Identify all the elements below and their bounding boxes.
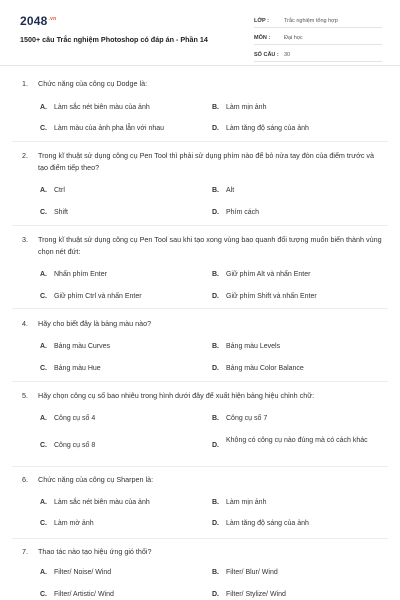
question-divider — [12, 466, 388, 467]
option-text: Ctrl — [54, 187, 65, 194]
question-divider — [12, 381, 388, 382]
answer-option[interactable] — [40, 270, 204, 280]
answer-option[interactable] — [212, 498, 376, 508]
option-letter: A. — [40, 104, 47, 111]
question-body: Hãy chọn công cụ số bao nhiêu trong hình dưới đây để xuất hiện bảng hiệu chỉnh chữ: — [38, 391, 315, 400]
option-letter: C. — [40, 125, 47, 132]
option-text: Làm sắc nét biên màu của ảnh — [54, 499, 150, 506]
question-text — [22, 546, 382, 558]
option-text: Filter/ Blur/ Wind — [226, 569, 278, 576]
question-number: 6. — [22, 475, 28, 484]
option-letter: B. — [212, 499, 219, 506]
answer-option[interactable] — [40, 590, 204, 600]
option-text: Làm sắc nét biên màu của ảnh — [54, 104, 150, 111]
option-letter: C. — [40, 591, 47, 598]
option-text: Filter/ Stylize/ Wind — [226, 591, 286, 598]
question-text — [22, 474, 382, 486]
option-text: Không có công cụ nào đúng mà có cách khác — [226, 437, 368, 444]
option-letter: D. — [212, 591, 219, 598]
option-letter: B. — [212, 104, 219, 111]
question-body: Trong kĩ thuật sử dụng công cụ Pen Tool thì phải sử dụng phím nào để bỏ nửa tay đòn của điểm trước và tạo điểm tiếp theo? — [38, 151, 375, 172]
question-body: Hãy cho biết đây là bảng màu nào? — [38, 319, 152, 328]
option-letter: D. — [212, 125, 219, 132]
answer-option[interactable] — [40, 441, 204, 451]
option-letter: C. — [40, 365, 47, 372]
answer-option[interactable] — [40, 498, 204, 508]
option-letter: B. — [212, 569, 219, 576]
answer-option[interactable] — [212, 590, 376, 600]
question-body: Trong kĩ thuật sử dụng công cụ Pen Tool sau khi tạo xong vùng bao quanh đối tượng muốn biến thành vùng chọn nét đứt: — [38, 235, 382, 256]
question-number: 3. — [22, 235, 28, 244]
meta-subject-value: Đại học — [284, 34, 303, 41]
option-text: Giữ phím Ctrl và nhấn Enter — [54, 293, 142, 300]
question-body: Thao tác nào tạo hiệu ứng gió thổi? — [38, 547, 152, 556]
option-text: Bảng màu Color Balance — [226, 365, 304, 372]
question-divider — [12, 308, 388, 309]
page-header — [0, 0, 400, 66]
meta-class-label: LỚP : — [254, 17, 269, 24]
option-text: Công cụ số 8 — [54, 442, 96, 449]
question-body: Chức năng của công cụ Sharpen là: — [38, 475, 154, 484]
question-number: 1. — [22, 79, 28, 88]
meta-count-row — [254, 48, 382, 62]
answer-option[interactable] — [40, 342, 204, 352]
question-body: Chức năng của công cụ Dodge là: — [38, 79, 148, 88]
option-text: Công cụ số 4 — [54, 415, 96, 422]
answer-option[interactable] — [212, 124, 376, 134]
option-text: Công cụ số 7 — [226, 415, 268, 422]
option-letter: C. — [40, 520, 47, 527]
option-text: Bảng màu Hue — [54, 365, 101, 372]
answer-option[interactable] — [212, 436, 386, 451]
meta-subject-label: MÔN : — [254, 34, 271, 41]
option-text: Giữ phím Alt và nhấn Enter — [226, 271, 311, 278]
option-text: Filter/ Artistic/ Wind — [54, 591, 114, 598]
answer-option[interactable] — [40, 364, 204, 374]
question-text — [22, 150, 382, 174]
option-letter: C. — [40, 293, 47, 300]
option-letter: C. — [40, 442, 47, 449]
answer-option[interactable] — [212, 519, 376, 529]
option-text: Làm màu của ảnh pha lẫn với nhau — [54, 125, 165, 132]
question-text — [22, 78, 382, 90]
option-letter: D. — [212, 520, 219, 527]
option-letter: A. — [40, 343, 47, 350]
option-text: Bảng màu Curves — [54, 343, 111, 350]
answer-option[interactable] — [40, 519, 204, 529]
answer-option[interactable] — [40, 103, 204, 113]
option-text: Làm mịn ảnh — [226, 499, 267, 506]
option-text: Shift — [54, 209, 69, 216]
option-letter: D. — [212, 209, 219, 216]
option-text: Filter/ Noise/ Wind — [54, 569, 112, 576]
option-letter: A. — [40, 569, 47, 576]
meta-count-value: 30 — [284, 51, 291, 58]
meta-count-label: SỐ CÂU : — [254, 51, 279, 58]
meta-class-row — [254, 14, 382, 28]
option-text: Alt — [226, 187, 235, 194]
page-title: 1500+ câu Trắc nghiệm Photoshop có đáp án - Phần 14 — [20, 35, 208, 44]
option-letter: B. — [212, 415, 219, 422]
document-meta — [254, 14, 382, 65]
question-number: 4. — [22, 319, 28, 328]
answer-option[interactable] — [212, 208, 376, 218]
answer-option[interactable] — [212, 364, 376, 374]
question-number: 2. — [22, 151, 28, 160]
logo-suffix: .vn — [48, 16, 57, 22]
answer-option[interactable] — [40, 208, 204, 218]
question-text — [22, 318, 382, 330]
answer-option[interactable] — [212, 414, 376, 424]
question-list — [0, 66, 400, 600]
question-text — [22, 390, 382, 402]
option-letter: A. — [40, 415, 47, 422]
option-letter: D. — [212, 442, 219, 449]
option-letter: C. — [40, 209, 47, 216]
option-text: Phím cách — [226, 209, 260, 216]
option-letter: D. — [212, 293, 219, 300]
question-number: 5. — [22, 391, 28, 400]
answer-option[interactable] — [212, 186, 376, 196]
option-letter: A. — [40, 187, 47, 194]
option-text: Làm tăng độ sáng của ảnh — [226, 125, 309, 132]
option-letter: D. — [212, 365, 219, 372]
meta-class-value: Trắc nghiệm tổng hợp — [284, 17, 338, 24]
answer-option[interactable] — [212, 568, 376, 578]
question-divider — [12, 538, 388, 539]
meta-subject-row — [254, 31, 382, 45]
option-letter: B. — [212, 271, 219, 278]
answer-option[interactable] — [212, 292, 376, 302]
answer-option[interactable] — [212, 270, 376, 280]
option-letter: B. — [212, 343, 219, 350]
answer-option[interactable] — [212, 342, 376, 352]
option-text: Nhấn phím Enter — [54, 271, 107, 278]
question-text — [22, 234, 382, 258]
question-number: 7. — [22, 547, 28, 556]
logo-text: 2048 — [20, 14, 48, 28]
option-text: Làm mờ ảnh — [54, 520, 94, 527]
answer-option[interactable] — [40, 124, 204, 134]
option-text: Làm tăng độ sáng của ảnh — [226, 520, 309, 527]
answer-option[interactable] — [212, 103, 376, 113]
site-logo[interactable] — [20, 14, 56, 28]
question-divider — [12, 225, 388, 226]
answer-option[interactable] — [40, 568, 204, 578]
option-text: Bảng màu Levels — [226, 343, 281, 350]
answer-option[interactable] — [40, 414, 204, 424]
option-letter: A. — [40, 271, 47, 278]
option-text: Giữ phím Shift và nhấn Enter — [226, 293, 317, 300]
question-divider — [12, 141, 388, 142]
answer-option[interactable] — [40, 292, 204, 302]
answer-option[interactable] — [40, 186, 204, 196]
option-text: Làm mịn ảnh — [226, 104, 267, 111]
option-letter: B. — [212, 187, 219, 194]
option-letter: A. — [40, 499, 47, 506]
